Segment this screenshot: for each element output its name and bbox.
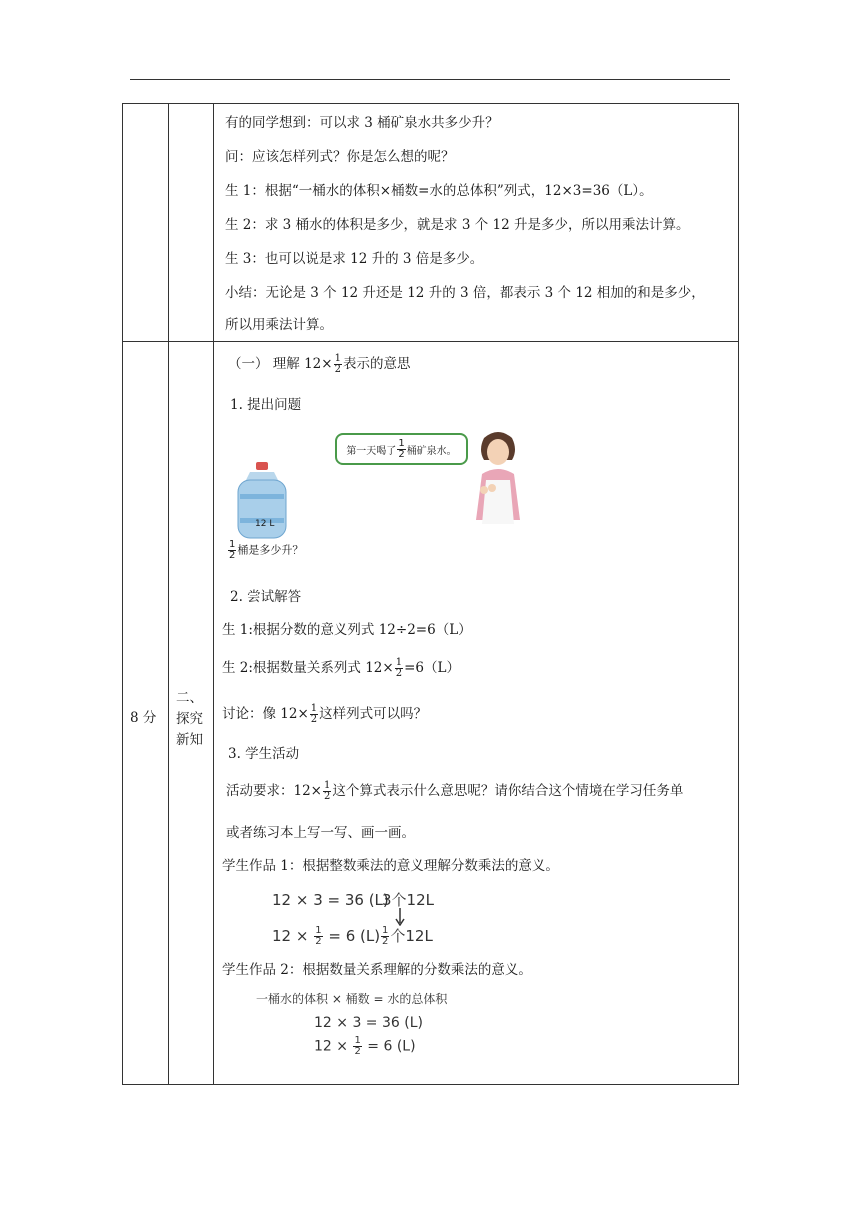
student-work-1-eq2: 12 × $\frac{1}{2}$ = 6 (L) (272, 925, 381, 947)
fraction: $\frac{1}{2}$ (382, 925, 389, 947)
student-work-1-note2: $\frac{1}{2}$ 个12L (382, 925, 433, 947)
discussion-line: 讨论：像 12× $\frac{1}{2}$ 这样列式可以吗？ (222, 703, 428, 725)
fraction: $\frac{1}{2}$ (315, 925, 322, 947)
student-1-answer: 生 1:根据分数的意义列式 12÷2=6（L） (222, 622, 472, 638)
step-2-heading: 2. 尝试解答 (230, 589, 302, 605)
student-work-2-eq1: 12 × 3 = 36 (L) (314, 1015, 423, 1031)
phase-line: 新知 (176, 732, 203, 748)
student-work-1-eq1: 12 × 3 = 36 (L) (272, 891, 389, 909)
text-line: 有的同学想到：可以求 3 桶矿泉水共多少升？ (225, 115, 499, 131)
row-divider (122, 341, 739, 342)
woman-illustration (468, 428, 530, 526)
col-divider-2 (213, 103, 214, 1085)
fraction: $\frac{1}{2}$ (310, 703, 318, 725)
student-work-2-eq2: 12 × $\frac{1}{2}$ = 6 (L) (314, 1035, 416, 1057)
step-3-heading: 3. 学生活动 (228, 746, 300, 762)
activity-requirement: 活动要求：12× $\frac{1}{2}$ 这个算式表示什么意思呢？请你结合这个情境在学习任务单 (226, 780, 684, 802)
text-line: 问：应该怎样列式？你是怎么想的呢？ (225, 149, 455, 165)
fraction: $\frac{1}{2}$ (229, 539, 236, 561)
fraction: $\frac{1}{2}$ (354, 1035, 361, 1057)
student-2-answer: 生 2:根据数量关系列式 12× $\frac{1}{2}$ =6（L） (222, 657, 460, 679)
section-title: （一） 理解 12× $\frac{1}{2}$ 表示的意思 (228, 353, 411, 375)
bottle-question: $\frac{1}{2}$ 桶是多少升？ (229, 539, 304, 561)
step-1-heading: 1. 提出问题 (230, 397, 302, 413)
activity-requirement-line-2: 或者练习本上写一写、画一画。 (226, 825, 415, 841)
phase-cell (176, 688, 208, 751)
fraction: $\frac{1}{2}$ (324, 780, 331, 802)
text-line: 生 3：也可以说是求 12 升的 3 倍是多少。 (225, 251, 484, 267)
down-arrow-icon (395, 908, 405, 926)
phase-line: 探究 (176, 711, 203, 727)
fraction: $\frac{1}{2}$ (398, 437, 405, 460)
fraction: $\frac{1}{2}$ (334, 353, 341, 375)
student-work-2-caption: 学生作品 2：根据数量关系理解的分数乘法的意义。 (222, 962, 532, 978)
time-cell: 8 分 (130, 710, 157, 726)
text-line: 生 2：求 3 桶水的体积是多少，就是求 3 个 12 升是多少，所以用乘法计算。 (225, 217, 690, 233)
header-rule (130, 79, 730, 80)
fraction: $\frac{1}{2}$ (395, 657, 403, 679)
student-work-1-note1: 3个12L (382, 891, 434, 909)
text-line: 小结：无论是 3 个 12 升还是 12 升的 3 倍，都表示 3 个 12 相加的和是多少， (225, 285, 705, 301)
text-line: 生 1：根据“一桶水的体积×桶数=水的总体积”列式，12×3=36（L）。 (225, 183, 653, 199)
phase-line: 二、 (176, 690, 203, 706)
student-work-2-title: 一桶水的体积 × 桶数 = 水的总体积 (256, 992, 448, 1006)
speech-bubble: 第一天喝了 $\frac{1}{2}$ 桶矿泉水。 (335, 433, 468, 465)
col-divider-1 (168, 103, 169, 1085)
bottle-label: 12 L (255, 519, 275, 529)
text-line: 所以用乘法计算。 (225, 317, 333, 333)
student-work-1-caption: 学生作品 1：根据整数乘法的意义理解分数乘法的意义。 (222, 858, 559, 874)
